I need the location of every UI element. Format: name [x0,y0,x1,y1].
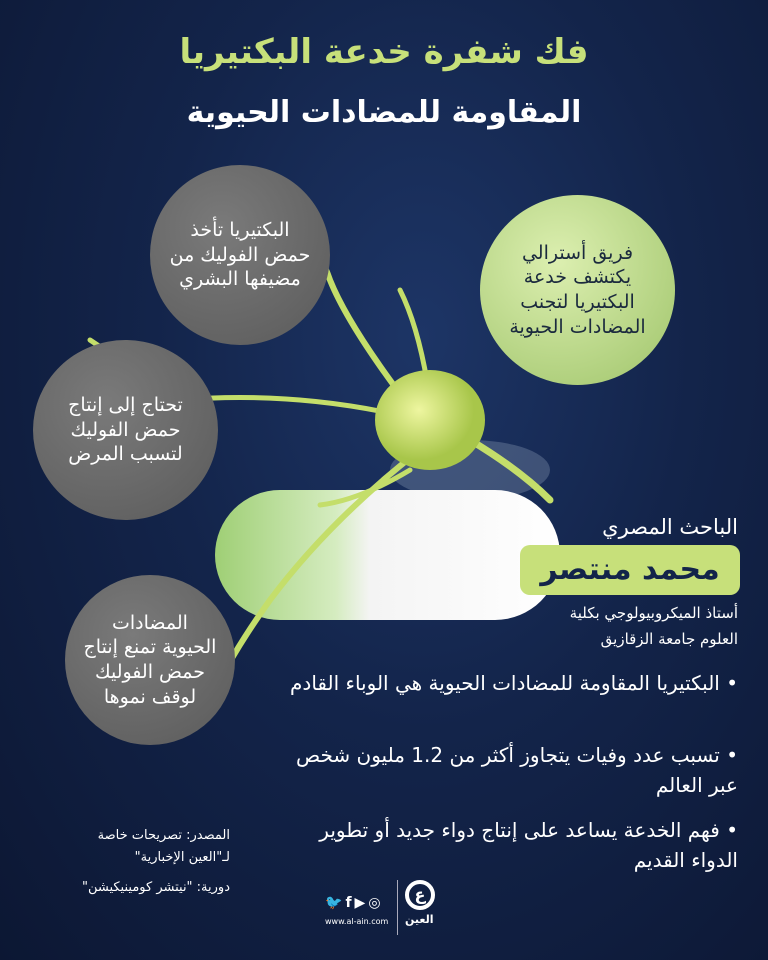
info-circle-right: فريق أسترالي يكتشف خدعة البكتيريا لتجنب المضادات الحيوية [480,195,675,385]
bullet-2: • تسبب عدد وفيات يتجاوز أكثر من 1.2 مليون شخص عبر العالم [268,740,738,800]
researcher-title: أستاذ الميكروبيولوجي بكلية العلوم جامعة الزقازيق [569,604,738,649]
source-line-2: لـ"العين الإخبارية" [134,850,230,866]
youtube-icon[interactable]: ▶ [354,895,369,911]
website-url[interactable]: www.al-ain.com [325,917,389,926]
al-ain-logo: ع [405,880,435,910]
title-line-2: المقاومة للمضادات الحيوية [186,95,582,130]
title-line-1: فك شفرة خدعة البكتيريا [179,32,589,72]
researcher-name: محمد منتصر [520,545,740,595]
info-circle-bottom-left: المضادات الحيوية تمنع إنتاج حمض الفوليك لوقف نموها [65,575,235,745]
facebook-icon[interactable]: f [345,895,355,911]
bacterium [375,370,485,470]
source-line-1: المصدر: تصريحات خاصة [97,828,230,843]
info-circle-middle-left: تحتاج إلى إنتاج حمض الفوليك لتسبب المرض [33,340,218,520]
footer-divider [397,880,398,935]
twitter-icon[interactable]: 🐦 [325,895,346,911]
info-circle-top-left: البكتيريا تأخذ حمض الفوليك من مضيفها البشري [150,165,330,345]
researcher-intro: الباحث المصري [602,515,738,539]
social-icons [325,895,384,911]
instagram-icon[interactable]: ◎ [368,895,384,911]
bullet-3: • فهم الخدعة يساعد على إنتاج دواء جديد أو تطوير الدواء القديم [268,815,738,875]
bullet-1: • البكتيريا المقاومة للمضادات الحيوية هي الوباء القادم [268,668,738,698]
logo-text: العين [405,913,434,926]
source [60,825,230,899]
source-line-3: دورية: "نيتشر كومينيكيشن" [81,880,230,896]
